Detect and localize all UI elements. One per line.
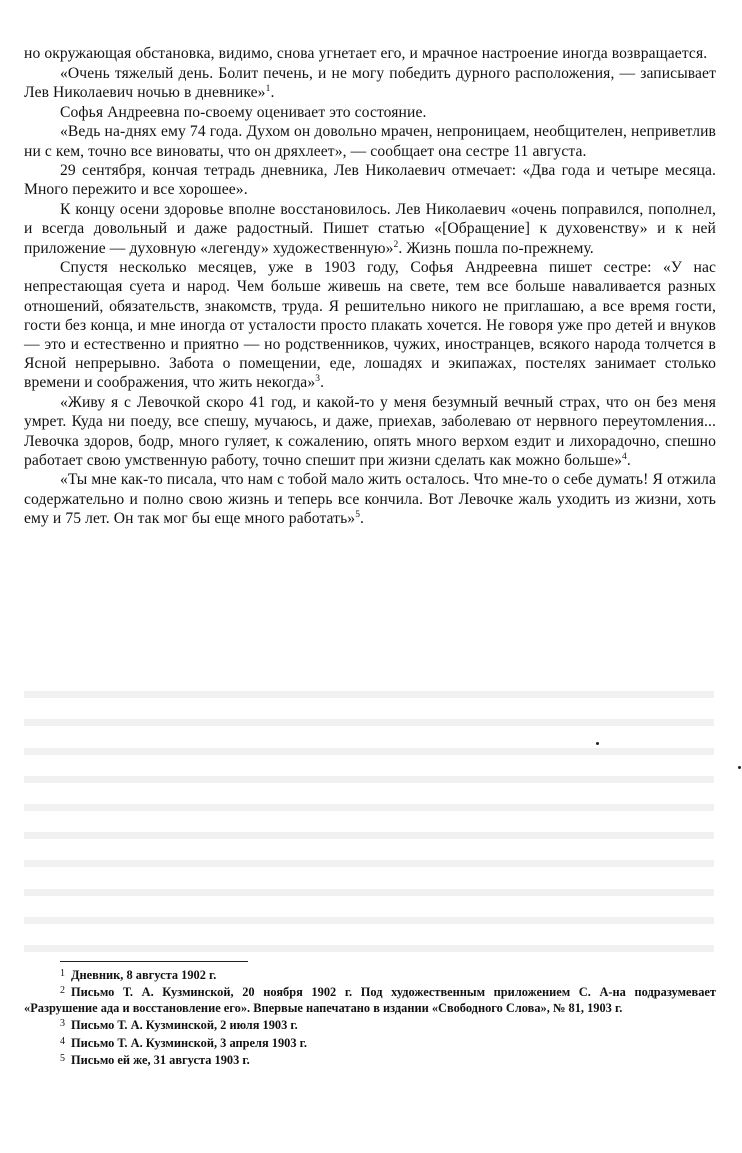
paragraph: «Ты мне как-то писала, что нам с тобой мало жить осталось. Что мне-то о себе думать! Я отжила содержательно и полно свою жизнь и теперь все кончила. Вот Левочке жаль уходить из жизни, хоть ему и 75 лет. Он так мог бы еще много работать»$^5$.: [24, 471, 716, 527]
paragraph: Софья Андреевна по-своему оценивает это состояние.: [60, 103, 427, 121]
footnote-divider: [60, 961, 248, 962]
footnote: $^4$ Письмо Т. А. Кузминской, 3 апреля 1903 г.: [60, 1035, 307, 1050]
footnotes: [24, 966, 716, 1068]
show-through-texture: [24, 672, 714, 952]
footnote: $^5$ Письмо ей же, 31 августа 1903 г.: [60, 1053, 250, 1068]
footnote: $^1$ Дневник, 8 августа 1902 г.: [60, 968, 217, 982]
footnote-ref[interactable]: 5: [355, 509, 361, 520]
paragraph: К концу осени здоровье вполне восстановилось. Лев Николаевич «очень поправился, пополнел, и всегда довольный и даже радостный. Пишет статью «[Обращение] к духовенству» и к ней приложение — духовную «легенду» художественную»$^2$. Жизнь пошла по-прежнему.: [24, 201, 716, 257]
footnote-ref[interactable]: 4: [622, 451, 627, 462]
paragraph: «Очень тяжелый день. Болит печень, и не могу победить дурного расположения, — записывает Лев Николаевич ночью в дневнике»$^1$.: [24, 64, 716, 101]
scan-speck: [596, 742, 599, 745]
paragraph: Спустя несколько месяцев, уже в 1903 году, Софья Андреевна пишет сестре: «У нас непрестающая суета и народ. Чем больше живешь на свете, тем все больше наваливается разных отношений, обязательств, знакомств, труда. Я решительно никого не приглашаю, а все время гости, гости без конца, и мне иногда от усталости просто плакать хочется. Не говоря уже про детей и внуков — это и естественно и приятно — но родственников, чужих, иностранцев, всякого народа толчется в Ясной непрерывно. Забота о помещении, еде, лошадях и экипажах, постелях занимает столько времени и соображения, что жить некогда»$^3$.: [24, 259, 716, 392]
footnote: $^3$ Письмо Т. А. Кузминской, 2 июля 1903 г.: [60, 1018, 298, 1033]
paragraph: «Ведь на-днях ему 74 года. Духом он довольно мрачен, непроницаем, необщителен, неприветлив ни с кем, точно все виноваты, что он дряхлеет», — сообщает она сестре 11 августа.: [24, 123, 716, 160]
footnote-ref[interactable]: 2: [393, 239, 399, 250]
footnote: $^2$ Письмо Т. А. Кузминской, 20 ноября 1902 г. Под художественным приложением С. А-на подразумевает «Разрушение ада и восстановление его». Впервые напечатано в издании «Свободного Слова», № 81, 1903 г.: [24, 985, 716, 1015]
paragraph: 29 сентября, кончая тетрадь дневника, Лев Николаевич отмечает: «Два года и четыре месяца. Много пережито и все хорошее».: [24, 162, 716, 199]
footnote-ref[interactable]: 3: [315, 374, 321, 385]
paragraph: но окружающая обстановка, видимо, снова угнетает его, и мрачное настроение иногда возвращается.: [24, 45, 708, 62]
paragraph: «Живу я с Левочкой скоро 41 год, и какой-то у меня безумный вечный страх, что он без меня умрет. Куда ни поеду, все спешу, мучаюсь, и даже, приехав, заболеваю от нервного переутомления... Левочка здоров, бодр, много гуляет, к сожалению, опять много верхом ездит и лихорадочно, спешно работает свою умственную работу, точно спешит при жизни сделать как можно больше»$^4$.: [24, 394, 716, 469]
footnote-ref[interactable]: 1: [265, 83, 271, 94]
main-text: [24, 44, 716, 528]
scan-speck: [738, 766, 741, 769]
